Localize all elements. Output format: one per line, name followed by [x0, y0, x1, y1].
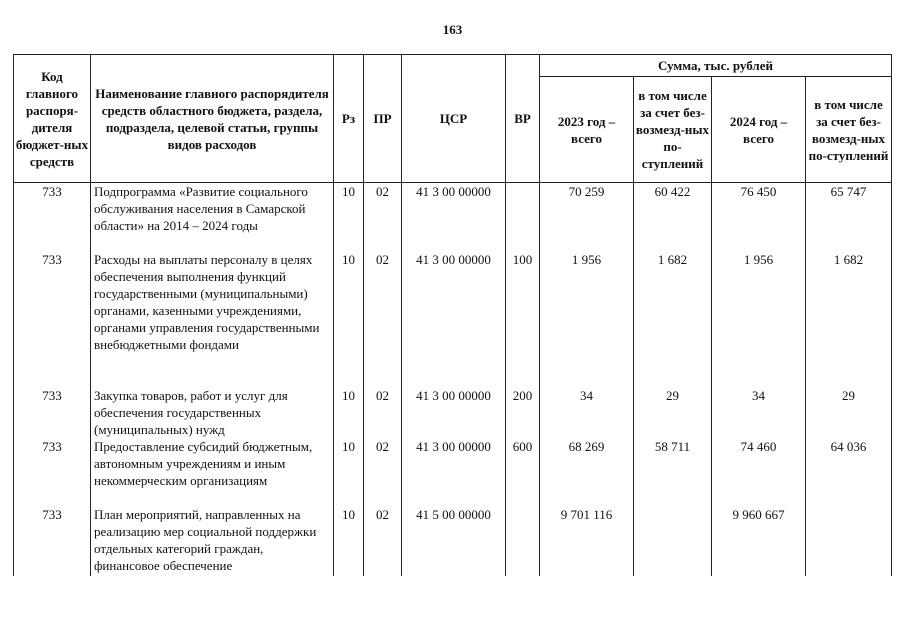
cell-pr: 02 — [364, 183, 402, 251]
cell-2024-total: 9 960 667 — [712, 506, 806, 576]
cell-2023-free: 29 — [634, 387, 712, 438]
cell-vr: 100 — [506, 251, 540, 387]
cell-rz: 10 — [334, 506, 364, 576]
cell-pr: 02 — [364, 506, 402, 576]
header-name: Наименование главного распорядителя средств областного бюджета, раздела, подраздела, целевой статьи, группы видов расходов — [91, 55, 334, 183]
header-vr: ВР — [506, 55, 540, 183]
cell-2023-free: 58 711 — [634, 438, 712, 506]
cell-2024-free: 64 036 — [806, 438, 892, 506]
cell-code: 733 — [14, 387, 91, 438]
cell-csr: 41 3 00 00000 — [402, 387, 506, 438]
cell-code: 733 — [14, 183, 91, 251]
cell-csr: 41 3 00 00000 — [402, 183, 506, 251]
cell-2023-total: 34 — [540, 387, 634, 438]
header-csr: ЦСР — [402, 55, 506, 183]
cell-name: План мероприятий, направленных на реализацию мер социальной поддержки отдельных категорий граждан, финансовое обеспечение — [91, 506, 334, 576]
cell-2024-free: 1 682 — [806, 251, 892, 387]
cell-2024-total: 1 956 — [712, 251, 806, 387]
cell-2023-free — [634, 506, 712, 576]
table-row — [14, 251, 892, 387]
cell-name: Расходы на выплаты персоналу в целях обеспечения выполнения функций государственными (муниципальными) органами, казенными учреждениями, органами управления государственными внебюджетными фондами — [91, 251, 334, 387]
cell-2023-free: 1 682 — [634, 251, 712, 387]
header-2023-total: 2023 год – всего — [540, 77, 634, 183]
cell-2024-free: 65 747 — [806, 183, 892, 251]
table-row — [14, 438, 892, 506]
header-2024-free: в том числе за счет без-возмезд-ных по-ступлений — [806, 77, 892, 183]
cell-rz: 10 — [334, 438, 364, 506]
budget-table — [13, 54, 892, 576]
table-row — [14, 506, 892, 576]
page-number: 163 — [442, 22, 463, 37]
cell-2023-total: 9 701 116 — [540, 506, 634, 576]
cell-2023-total: 1 956 — [540, 251, 634, 387]
cell-csr: 41 3 00 00000 — [402, 438, 506, 506]
cell-2024-total: 74 460 — [712, 438, 806, 506]
cell-2023-free: 60 422 — [634, 183, 712, 251]
cell-pr: 02 — [364, 387, 402, 438]
cell-csr: 41 3 00 00000 — [402, 251, 506, 387]
cell-name: Предоставление субсидий бюджетным, автономным учреждениям и иным некоммерческим организациям — [91, 438, 334, 506]
cell-csr: 41 5 00 00000 — [402, 506, 506, 576]
cell-2024-free — [806, 506, 892, 576]
cell-pr: 02 — [364, 438, 402, 506]
header-2024-total: 2024 год – всего — [712, 77, 806, 183]
cell-2024-total: 34 — [712, 387, 806, 438]
cell-2024-free: 29 — [806, 387, 892, 438]
header-2023-free: в том числе за счет без-возмезд-ных по-ступлений — [634, 77, 712, 183]
cell-name: Закупка товаров, работ и услуг для обеспечения государственных (муниципальных) нужд — [91, 387, 334, 438]
table-row — [14, 183, 892, 251]
cell-vr: 200 — [506, 387, 540, 438]
cell-name: Подпрограмма «Развитие социального обслуживания населения в Самарской области» на 2014 – 2024 годы — [91, 183, 334, 251]
header-code: Код главного распоря-дителя бюджет-ных средств — [14, 55, 91, 183]
cell-code: 733 — [14, 506, 91, 576]
cell-2024-total: 76 450 — [712, 183, 806, 251]
cell-rz: 10 — [334, 387, 364, 438]
header-rz: Рз — [334, 55, 364, 183]
cell-code: 733 — [14, 251, 91, 387]
cell-pr: 02 — [364, 251, 402, 387]
header-sum-group: Сумма, тыс. рублей — [540, 55, 892, 77]
cell-2023-total: 70 259 — [540, 183, 634, 251]
cell-code: 733 — [14, 438, 91, 506]
cell-rz: 10 — [334, 183, 364, 251]
cell-vr: 600 — [506, 438, 540, 506]
cell-vr — [506, 506, 540, 576]
table-row — [14, 387, 892, 438]
cell-rz: 10 — [334, 251, 364, 387]
header-pr: ПР — [364, 55, 402, 183]
cell-vr — [506, 183, 540, 251]
cell-2023-total: 68 269 — [540, 438, 634, 506]
